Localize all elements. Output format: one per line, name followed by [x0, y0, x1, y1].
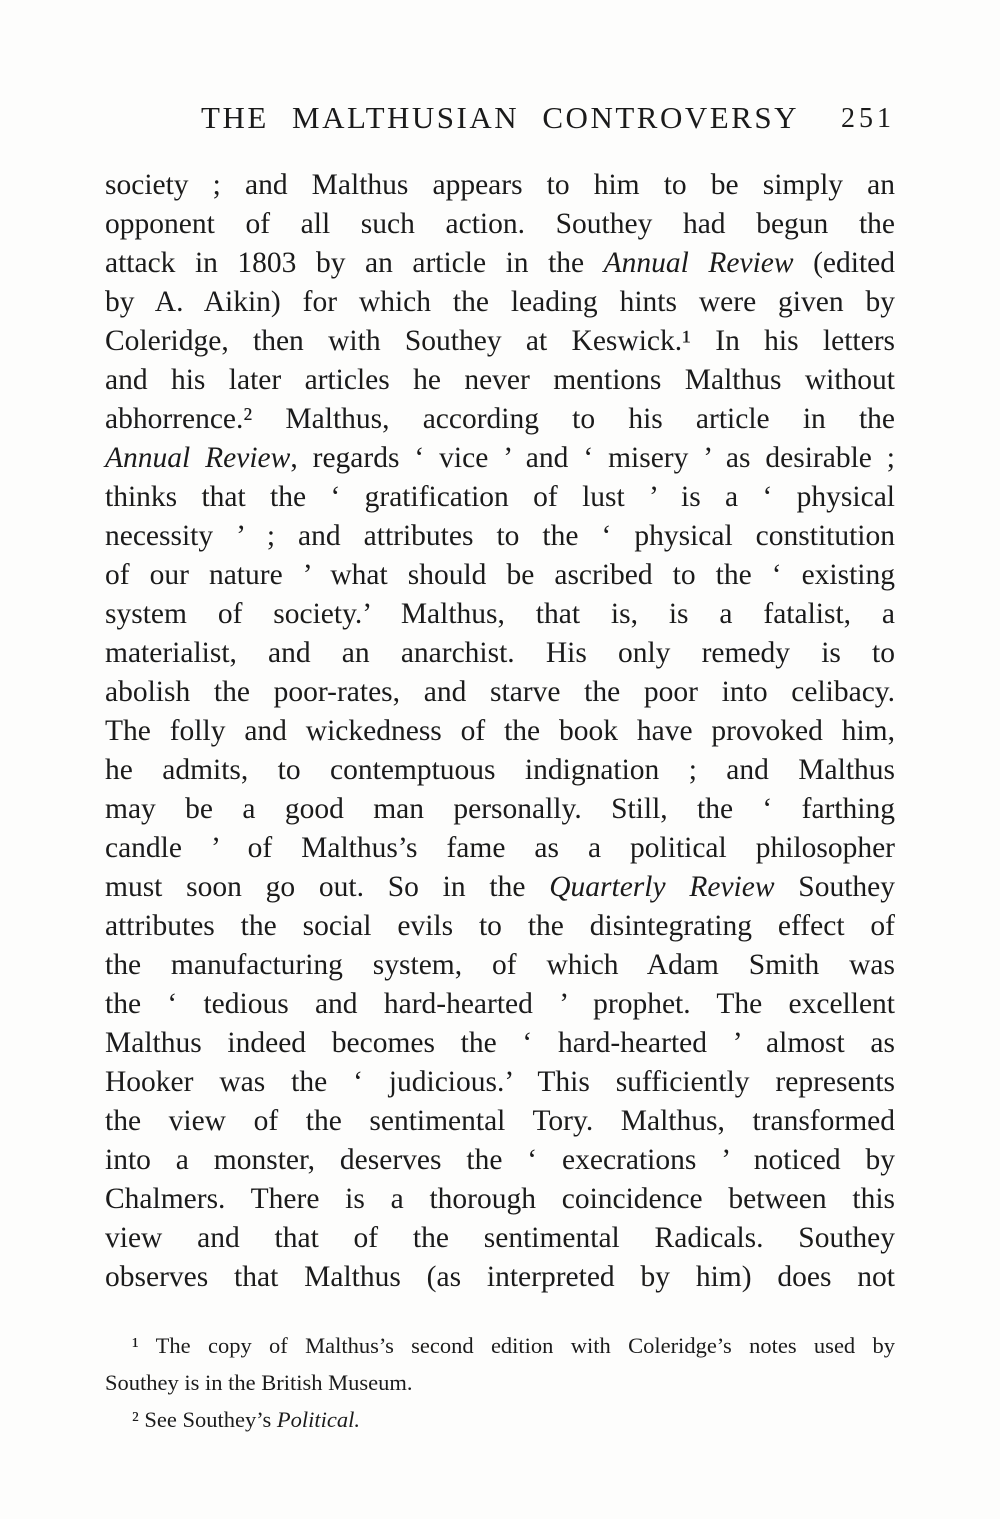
text-segment: opponent of all such action. Southey had begun the	[105, 208, 895, 240]
body-line	[105, 166, 895, 205]
text-segment: thinks that the ‘ gratification of lust ’ is a ‘ physical	[105, 481, 895, 513]
body-line	[105, 712, 895, 751]
text-segment: the view of the sentimental Tory. Malthus, transformed	[105, 1105, 895, 1137]
body-line	[105, 1258, 895, 1297]
body-line	[105, 1024, 895, 1063]
body-line	[105, 946, 895, 985]
text-segment: ¹ The copy of Malthus’s second edition with Coleridge’s notes used by	[132, 1333, 895, 1358]
text-segment: the manufacturing system, of which Adam Smith was	[105, 949, 895, 981]
text-segment: into a monster, deserves the ‘ execrations ’ noticed by	[105, 1144, 895, 1176]
body-text	[105, 166, 895, 1297]
body-line	[105, 517, 895, 556]
running-header	[105, 100, 895, 142]
footnote-line	[105, 1364, 895, 1401]
footnote-line	[105, 1327, 895, 1364]
text-segment: must soon go out. So in the	[105, 871, 550, 903]
running-head-title: THE MALTHUSIAN CONTROVERSY	[201, 100, 799, 135]
body-line	[105, 244, 895, 283]
text-segment: materialist, and an anarchist. His only remedy is to	[105, 637, 895, 669]
text-segment: Southey is in the British Museum.	[105, 1370, 413, 1395]
body-line	[105, 322, 895, 361]
text-segment: , regards ‘ vice ’ and ‘ misery ’ as desirable ;	[290, 442, 895, 474]
text-segment: The folly and wickedness of the book have provoked him,	[105, 715, 895, 747]
text-segment: and his later articles he never mentions Malthus without	[105, 364, 895, 396]
body-line	[105, 478, 895, 517]
text-segment: of our nature ’ what should be ascribed to the ‘ existing	[105, 559, 895, 591]
body-line	[105, 400, 895, 439]
text-segment: he admits, to contemptuous indignation ; and Malthus	[105, 754, 895, 786]
text-segment: attributes the social evils to the disintegrating effect of	[105, 910, 895, 942]
body-line	[105, 283, 895, 322]
text-segment: abolish the poor-rates, and starve the poor into celibacy.	[105, 676, 895, 708]
body-line	[105, 673, 895, 712]
body-line	[105, 751, 895, 790]
text-segment: attack in 1803 by an article in the	[105, 247, 604, 279]
body-line	[105, 595, 895, 634]
body-line	[105, 1141, 895, 1180]
text-segment: society ; and Malthus appears to him to be simply an	[105, 169, 895, 201]
text-segment: candle ’ of Malthus’s fame as a political philosopher	[105, 832, 895, 864]
italic-text: Annual Review	[603, 247, 794, 279]
body-line	[105, 361, 895, 400]
text-segment: view and that of the sentimental Radicals. Southey	[105, 1222, 895, 1254]
text-segment: observes that Malthus (as interpreted by him) does not	[105, 1261, 895, 1293]
text-segment: by A. Aikin) for which the leading hints were given by	[105, 286, 895, 318]
body-line	[105, 1102, 895, 1141]
text-segment: abhorrence.² Malthus, according to his article in the	[105, 403, 895, 435]
page-number: 251	[841, 103, 895, 134]
body-line	[105, 1219, 895, 1258]
body-line	[105, 790, 895, 829]
italic-text: Political.	[276, 1407, 360, 1432]
body-line	[105, 439, 895, 478]
body-line	[105, 205, 895, 244]
body-line	[105, 1180, 895, 1219]
text-segment: Hooker was the ‘ judicious.’ This sufficiently represents	[105, 1066, 895, 1098]
text-segment: (edited	[793, 247, 895, 279]
body-line	[105, 556, 895, 595]
body-line	[105, 1063, 895, 1102]
body-line	[105, 634, 895, 673]
text-segment: may be a good man personally. Still, the ‘ farthing	[105, 793, 895, 825]
text-segment: necessity ’ ; and attributes to the ‘ physical constitution	[105, 520, 895, 552]
body-line	[105, 868, 895, 907]
footnote-line	[105, 1401, 895, 1438]
italic-text: Quarterly Review	[549, 871, 775, 903]
text-segment: Malthus indeed becomes the ‘ hard-hearted ’ almost as	[105, 1027, 895, 1059]
text-segment: Coleridge, then with Southey at Keswick.¹ In his letters	[105, 325, 895, 357]
text-segment: system of society.’ Malthus, that is, is a fatalist, a	[105, 598, 895, 630]
text-segment: the ‘ tedious and hard-hearted ’ prophet. The excellent	[105, 988, 895, 1020]
italic-text: Annual Review	[105, 442, 291, 474]
body-line	[105, 907, 895, 946]
text-segment: Southey	[774, 871, 895, 903]
text-segment: Chalmers. There is a thorough coincidence between this	[105, 1183, 895, 1215]
footnotes	[105, 1327, 895, 1438]
text-segment: ² See Southey’s	[132, 1407, 277, 1432]
body-line	[105, 985, 895, 1024]
body-line	[105, 829, 895, 868]
